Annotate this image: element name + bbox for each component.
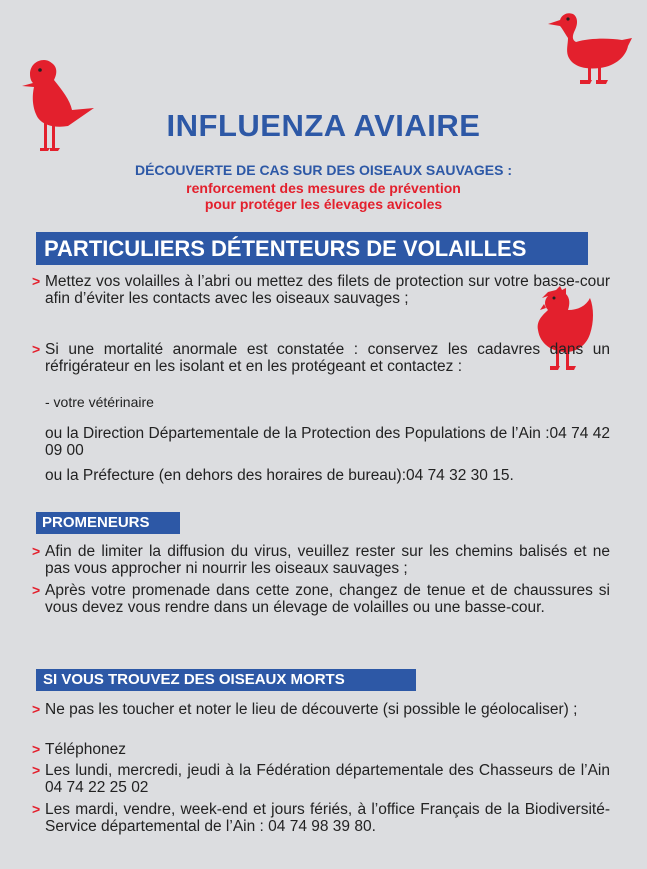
contact-vet: - votre vétérinaire <box>45 394 154 410</box>
subtitle-red-line-1: renforcement des mesures de prévention <box>186 180 461 196</box>
bullet-arrow-icon: > <box>32 741 41 757</box>
list-item <box>32 341 610 375</box>
list-item-text: Mettez vos volailles à l’abri ou mettez des filets de protection sur votre basse-cour afin d’éviter les contacts avec les oiseaux sauvages ; <box>45 273 610 307</box>
list-item-text: Téléphonez <box>45 741 127 758</box>
list-item <box>32 762 610 796</box>
list-item <box>32 543 610 577</box>
page-title: INFLUENZA AVIAIRE <box>166 108 481 143</box>
list-item-text: Après votre promenade dans cette zone, changez de tenue et de chaussures si vous devez vous rendre dans un élevage de volailles ou une basse-cour. <box>45 582 610 616</box>
list-item-text: Si une mortalité anormale est constatée : conservez les cadavres dans un réfrigérateur en les isolant et en les protégeant et contactez : <box>45 341 610 375</box>
bullet-arrow-icon: > <box>32 341 41 357</box>
subtitle-red-line-2: pour protéger les élevages avicoles <box>204 196 443 212</box>
list-item <box>32 582 610 616</box>
bullet-arrow-icon: > <box>32 273 41 289</box>
section-heading-particuliers: PARTICULIERS DÉTENTEURS DE VOLAILLES <box>36 232 588 265</box>
list-item <box>32 801 610 835</box>
bullet-arrow-icon: > <box>32 762 41 778</box>
duck-icon <box>546 10 634 86</box>
bullet-arrow-icon: > <box>32 543 41 559</box>
list-item-text: Afin de limiter la diffusion du virus, veuillez rester sur les chemins balisés et ne pas vous approcher ni nourrir les oiseaux sauvages ; <box>45 543 610 577</box>
list-item-text: Les mardi, vendre, week-end et jours fériés, à l’office Français de la Biodiversité-Service départemental de l’Ain : 04 74 98 39 80. <box>45 801 610 835</box>
bullet-arrow-icon: > <box>32 582 41 598</box>
list-item <box>32 273 610 307</box>
section-heading-oiseaux-morts: SI VOUS TROUVEZ DES OISEAUX MORTS <box>36 669 416 691</box>
contact-prefecture: ou la Préfecture (en dehors des horaires de bureau):04 74 32 30 15. <box>45 467 514 484</box>
subtitle-blue: DÉCOUVERTE DE CAS SUR DES OISEAUX SAUVAGES : <box>134 162 513 178</box>
bullet-arrow-icon: > <box>32 701 41 717</box>
contact-ddpp: ou la Direction Départementale de la Protection des Populations de l’Ain :04 74 42 09 00 <box>45 425 610 459</box>
bullet-arrow-icon: > <box>32 801 41 817</box>
section-heading-promeneurs: PROMENEURS <box>36 512 180 534</box>
list-item-text: Ne pas les toucher et noter le lieu de découverte (si possible le géolocaliser) ; <box>45 701 578 718</box>
list-item <box>32 741 610 758</box>
list-item <box>32 701 610 718</box>
list-item-text: Les lundi, mercredi, jeudi à la Fédération départementale des Chasseurs de l’Ain 04 74 22 25 02 <box>45 762 610 796</box>
